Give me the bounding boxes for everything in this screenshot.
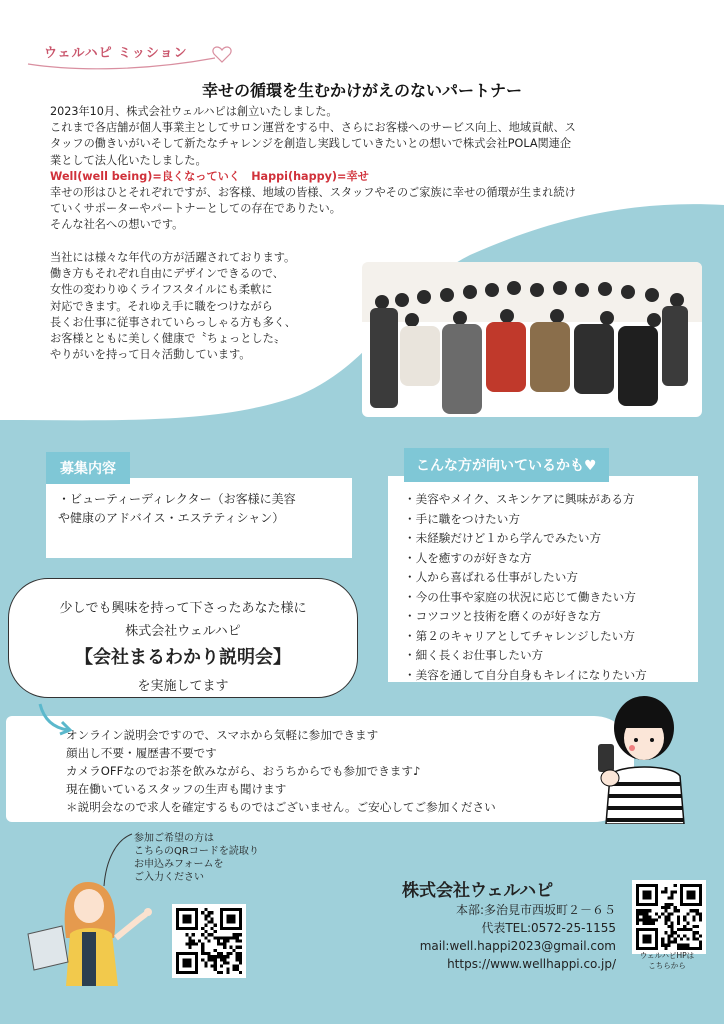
company-tel: 代表TEL:0572-25-1155 [481, 921, 616, 935]
list-item: ・コツコツと技術を磨くのが好きな方 [404, 609, 601, 623]
suitable-title: こんな方が向いているかも♥ [404, 448, 609, 482]
mission-narrow-text [50, 250, 350, 363]
list-item: ・美容やメイク、スキンケアに興味がある方 [404, 492, 635, 506]
callout-line-1: 少しでも興味を持って下さったあなた様に [59, 601, 307, 616]
suitable-tag [404, 448, 609, 482]
narrow-line: 女性の変わりゆくライフスタイルにも柔軟に [50, 283, 273, 297]
arrow-icon [36, 700, 76, 740]
company-name: 株式会社ウェルハピ [402, 881, 554, 901]
body-line: ていくサポーターやパートナーとしての存在でありたい。 [50, 202, 341, 216]
person-with-phone-illustration [592, 694, 688, 824]
narrow-line: 当社には様々な年代の方が活躍されております。 [50, 251, 296, 264]
intro-line: これまで各店舗が個人事業主としてサロン運営をする中、さらにお客様へのサービス向上、地域貢献、ス [50, 121, 576, 135]
list-item: ・人から喜ばれる仕事がしたい方 [404, 570, 578, 584]
online-info-box [6, 716, 634, 822]
mission-intro [50, 104, 680, 234]
narrow-line: 対応できます。それゆえ手に職をつけながら [50, 299, 273, 313]
online-line: カメラOFFなのでお茶を飲みながら、おうちからでも参加できます♪ [66, 764, 421, 778]
intro-line: 2023年10月、株式会社ウェルハピは創立いたしました。 [50, 105, 338, 118]
narrow-line: やりがいを持って日々活動しています。 [50, 348, 251, 362]
homepage-qr-code-icon[interactable] [632, 880, 706, 954]
callout-line-4: を実施してます [137, 679, 229, 694]
briefing-callout [8, 578, 358, 698]
list-item: ・細く長くお仕事したい方 [404, 648, 544, 662]
online-line: ＊説明会なので求人を確定するものではございません。ご安心してご参加ください [66, 800, 496, 814]
callout-line-3: 【会社まるわかり説明会】 [75, 647, 291, 668]
list-item: ・手に職をつけたい方 [404, 511, 520, 526]
online-line: オンライン説明会ですので、スマホから気軽に参加できます [66, 728, 379, 742]
list-item: ・未経験だけど１から学んでみたい方 [404, 531, 602, 545]
company-mail[interactable]: mail:well.happi2023@gmail.com [419, 939, 616, 953]
body-line: そんな社名への想いです。 [50, 218, 184, 232]
callout-line-2: 株式会社ウェルハピ [125, 624, 241, 639]
company-url[interactable]: https://www.wellhappi.co.jp/ [447, 957, 616, 971]
company-address: 本部:多治見市西坂町２－６５ [455, 903, 616, 917]
intro-line: 業として法人化いたしました。 [50, 153, 207, 167]
recruit-line: ・ビューティーディレクター（お客様に美容 [58, 492, 296, 506]
slogan: Well(well being)=良くなっていく Happi(happy)=幸せ [50, 169, 369, 183]
intro-line: タッフの働きいがいそして新たなチャレンジを創造し実践していきたいとの想いで株式会社POLA関連企 [50, 137, 572, 151]
qr-note [134, 832, 259, 884]
suitable-box [388, 476, 698, 682]
application-qr-code-icon[interactable] [172, 904, 246, 978]
online-line: 顔出し不要・履歴書不要です [66, 746, 217, 760]
hp-label-line: こちらから [648, 961, 686, 970]
qr-note-line: ご入力ください [134, 872, 204, 883]
recruit-line: や健康のアドバイス・エステティシャン） [58, 511, 285, 525]
group-photo [362, 262, 702, 417]
mission-heading: 幸せの循環を生むかけがえのないパートナー [201, 81, 522, 100]
body-line: 幸せの形はひとそれぞれですが、お客様、地域の皆様、スタッフやそのご家族に幸せの循環が生まれ続け [50, 186, 576, 200]
recruit-tag [46, 452, 130, 484]
recruit-box [46, 478, 352, 558]
recruit-title: 募集内容 [46, 452, 130, 484]
mission-label: ウェルハピ ミッション [44, 46, 188, 61]
qr-note-line: 参加ご希望の方は [134, 833, 214, 844]
qr-note-line: お申込みフォームを [134, 859, 224, 870]
company-contact [420, 901, 616, 973]
narrow-line: お客様とともに美しく健康で〝ちょっとした〟 [50, 332, 285, 346]
list-item: ・今の仕事や家庭の状況に応じて働きたい方 [404, 589, 636, 604]
list-item: ・第２のキャリアとしてチャレンジしたい方 [404, 628, 635, 643]
list-item: ・人を癒すのが好きな方 [404, 550, 532, 565]
homepage-qr-label [630, 951, 704, 971]
narrow-line: 働き方もそれぞれ自由にデザインできるので、 [50, 267, 284, 281]
list-item: ・美容を通して自分自身もキレイになりたい方 [404, 667, 647, 682]
person-with-laptop-illustration [26, 878, 166, 986]
hp-label-line: ウェルハピHPは [639, 951, 695, 960]
narrow-line: 長くお仕事に従事されていらっしゃる方も多く、 [50, 315, 296, 329]
qr-note-line: こちらのQRコードを読取り [134, 846, 259, 857]
online-line: 現在働いているスタッフの生声も聞けます [66, 782, 287, 796]
